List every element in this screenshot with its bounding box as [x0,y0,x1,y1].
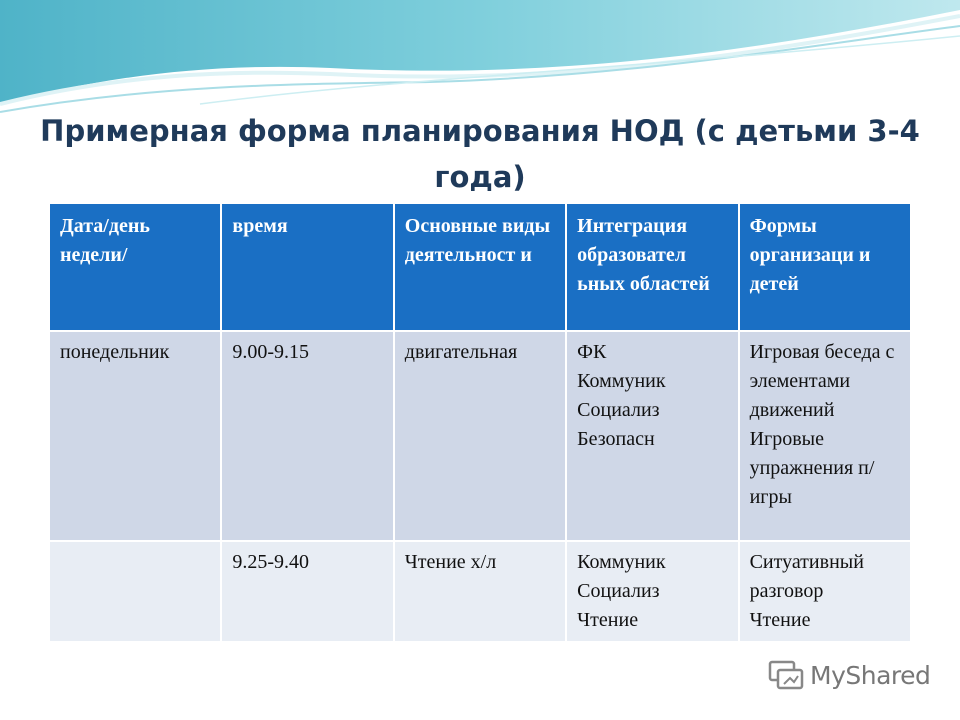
cell-day [49,541,221,642]
watermark-brand: MyShared [810,660,931,690]
header-day: Дата/день недели/ [49,203,221,331]
myshared-watermark [768,656,930,694]
cell-time: 9.25-9.40 [221,541,393,642]
table-header-row [49,203,911,331]
forms-line: Ситуативный разговор [749,551,864,602]
cell-activity: Чтение х/л [394,541,566,642]
integration-line: Коммуник [577,551,666,573]
cell-activity: двигательная [394,331,566,541]
table-row [49,331,911,541]
header-time: время [221,203,393,331]
integration-line: Чтение [577,609,639,631]
planning-table [48,202,912,643]
slides-icon [768,658,806,692]
forms-line: Чтение [749,609,811,631]
integration-line: Социализ [577,580,660,602]
header-forms: Формы организаци и детей [739,203,911,331]
cell-day: понедельник [49,331,221,541]
cell-integration [566,331,738,541]
integration-line: ФК [577,341,607,363]
integration-line: Безопасн [577,428,655,450]
forms-line: Игровые упражнения п/игры [749,428,875,508]
cell-forms [739,541,911,642]
cell-forms [739,331,911,541]
cell-time: 9.00-9.15 [221,331,393,541]
integration-line: Социализ [577,399,660,421]
integration-line: Коммуник [577,370,666,392]
forms-line: Игровая беседа с элементами движений [749,341,895,421]
slide-title: Примерная форма планирования НОД (с детьми 3-4 года) [40,114,920,194]
cell-integration [566,541,738,642]
header-activity: Основные виды деятельност и [394,203,566,331]
header-integration: Интеграция образовател ьных областей [566,203,738,331]
table-row [49,541,911,642]
